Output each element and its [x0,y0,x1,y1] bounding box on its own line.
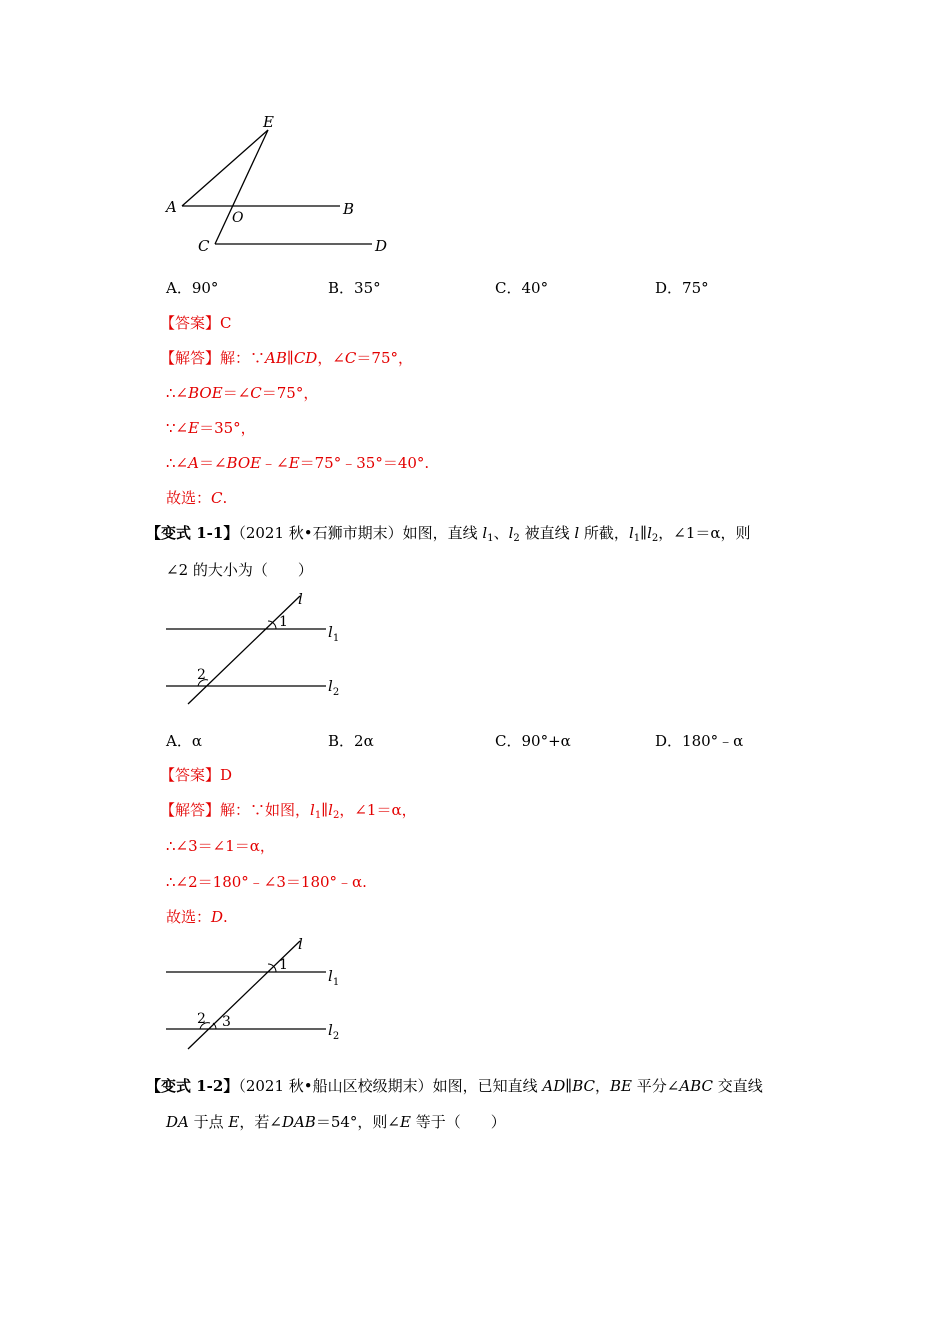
label-l1: $l_1$ [328,623,340,644]
q2-option-b: B．2α [328,732,374,750]
q1-solution-line-4: ∴∠A＝∠BOE﹣∠E＝75°﹣35°＝40°. [166,454,430,472]
q1-choice: 故选：C. [166,489,228,507]
line-E-C [215,130,268,244]
q2-option-c: C．90°+α [495,732,571,750]
label-1: 1 [279,957,288,973]
q2-stem-line-2: ∠2 的大小为（ ） [166,561,313,579]
q2-solution-line-2: ∴∠3＝∠1＝α， [166,837,275,855]
label-3: 3 [222,1014,231,1030]
q1-answer: 【答案】C [160,314,232,332]
q1-option-b: B．35° [328,279,381,297]
q1-solution-line-1: 【解答】解：∵AB∥CD，∠C＝75°， [160,349,413,367]
label-B: B [343,200,355,218]
label-2: 2 [197,667,206,683]
figure-1-diagram [160,110,420,260]
q2-choice: 故选：D. [166,908,228,926]
line-l [188,596,300,704]
label-l2: $l_2$ [328,677,340,698]
label-1: 1 [279,614,288,630]
q2-solution-line-1: 【解答】解：∵如图，$l_1\parallel l_2$，∠1＝α， [160,801,417,821]
q1-solution-line-2: ∴∠BOE＝∠C＝75°， [166,384,319,402]
label-D: D [375,237,388,255]
q2-solution-line-3: ∴∠2＝180°﹣∠3＝180°﹣α. [166,873,367,891]
q1-option-c: C．40° [495,279,549,297]
label-l2: $l_2$ [328,1021,340,1042]
line-A-E [182,130,268,206]
q2-answer: 【答案】D [160,766,233,784]
q3-stem-line-2: DA 于点 E，若∠DAB＝54°，则∠E 等于（ ） [166,1113,506,1131]
label-2: 2 [197,1011,206,1027]
q3-stem-line-1: 【变式 1-2】（2021 秋•船山区校级期末）如图，已知直线 AD∥BC，BE 平分∠ABC 交直线 [146,1077,763,1095]
label-E: E [263,113,274,131]
q2-option-d: D．180°﹣α [655,732,744,750]
label-l: l [298,590,303,608]
label-A: A [166,198,177,216]
label-C: C [198,237,210,255]
label-O: O [232,210,244,226]
q1-solution-line-3: ∵∠E＝35°， [166,419,256,437]
figure-2-diagram [160,590,360,710]
label-l1: $l_1$ [328,967,340,988]
figure-3-diagram [160,935,360,1055]
label-l: l [298,935,303,953]
q2-stem-line-1: 【变式 1-1】（2021 秋•石狮市期末）如图，直线 $l_1$、$l_2$ 被直线 l 所截，$l_1\parallel l_2$，∠1＝α，则 [146,524,751,544]
angle-3-arc [213,1023,216,1029]
q1-option-d: D．75° [655,279,709,297]
q1-option-a: A．90° [166,279,219,297]
q2-option-a: A．α [166,732,202,750]
